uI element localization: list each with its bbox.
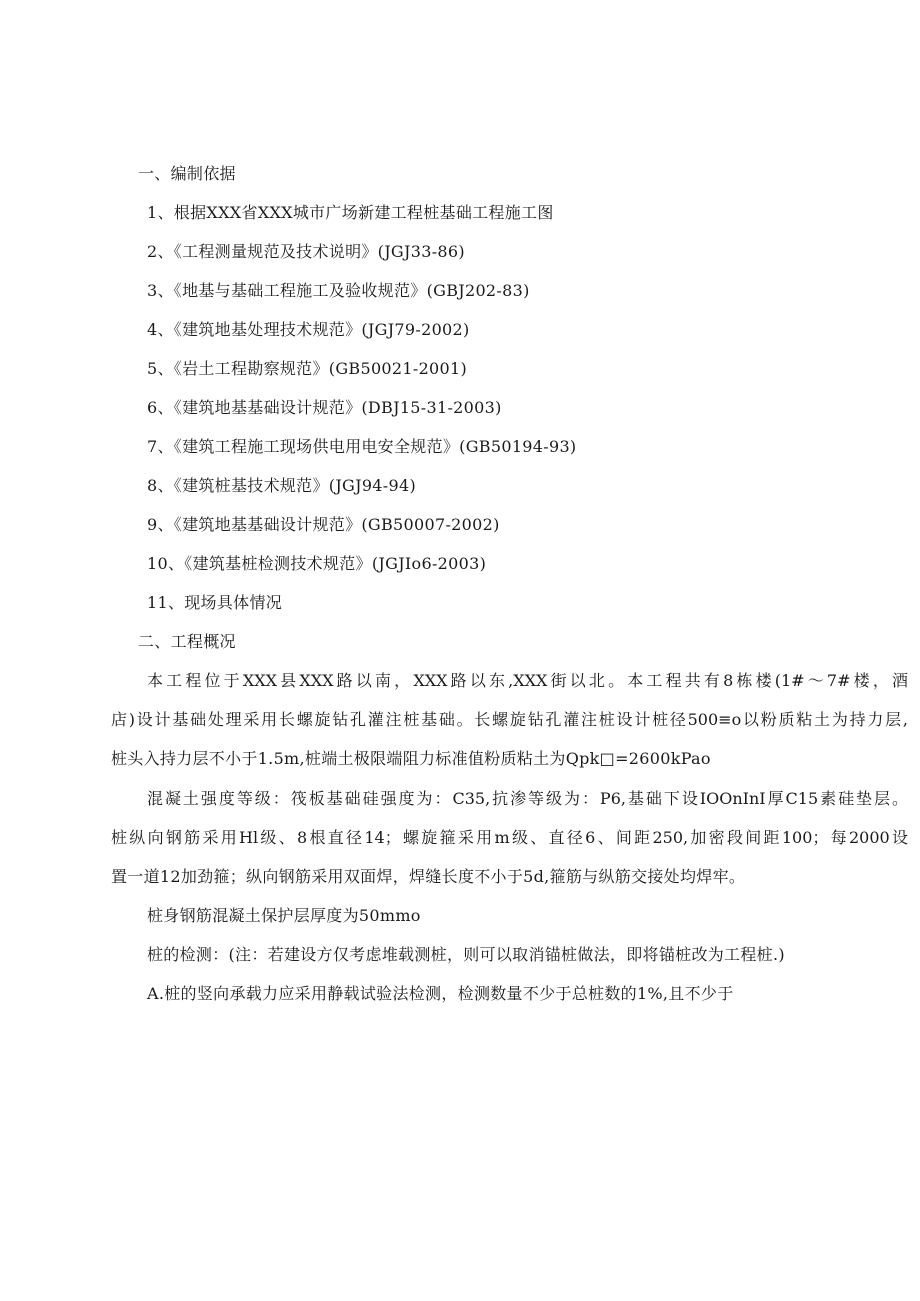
overview-para2-line3: 置一道12加劲箍；纵向钢筋采用双面焊，焊缝长度不小于5d,箍筋与纵筋交接处均焊牢。 <box>111 867 746 886</box>
basis-item-2: 2、《工程测量规范及技术说明》(JGJ33-86) <box>147 242 465 261</box>
basis-item-4: 4、《建筑地基处理技术规范》(JGJ79-2002) <box>147 320 470 339</box>
basis-item-11: 11、现场具体情况 <box>147 593 283 612</box>
basis-item-9: 9、《建筑地基基础设计规范》(GB50007-2002) <box>147 515 500 534</box>
basis-item-6: 6、《建筑地基基础设计规范》(DBJ15-31-2003) <box>147 398 502 417</box>
basis-item-10: 10、《建筑基桩检测技术规范》(JGJIo6-2003) <box>147 554 487 573</box>
overview-para2-line1: 混凝土强度等级：筏板基础硅强度为：C35,抗渗等级为：P6,基础下设IOOnInI厚C15素硅垫层。 <box>147 789 908 808</box>
overview-para1-line2: 店)设计基础处理采用长螺旋钻孔灌注桩基础。长螺旋钻孔灌注桩设计桩径500≡o以粉质粘土为持力层, <box>111 710 908 729</box>
basis-item-3: 3、《地基与基础工程施工及验收规范》(GBJ202-83) <box>147 281 530 300</box>
section2-heading: 二、工程概况 <box>138 632 236 651</box>
basis-item-1: 1、根据XXX省XXX城市广场新建工程桩基础工程施工图 <box>147 203 554 222</box>
basis-item-5: 5、《岩土工程勘察规范》(GB50021-2001) <box>147 359 468 378</box>
overview-para4: 桩的检测：(注：若建设方仅考虑堆载测桩，则可以取消锚桩做法，即将锚桩改为工程桩.) <box>147 945 785 964</box>
overview-para1-line3: 桩头入持力层不小于1.5m,桩端土极限端阻力标准值粉质粘土为Qpk□=2600kPao <box>111 749 711 768</box>
overview-para5: A.桩的竖向承载力应采用静载试验法检测，检测数量不少于总桩数的1%,且不少于 <box>147 984 734 1003</box>
basis-item-7: 7、《建筑工程施工现场供电用电安全规范》(GB50194-93) <box>147 437 577 456</box>
section1-heading: 一、编制依据 <box>138 164 236 183</box>
overview-para3: 桩身钢筋混凝土保护层厚度为50mmo <box>147 906 421 925</box>
overview-para2-line2: 桩纵向钢筋采用Hl级、8根直径14；螺旋箍采用m级、直径6、间距250,加密段间距100；每2000设 <box>111 828 908 847</box>
basis-item-8: 8、《建筑桩基技术规范》(JGJ94-94) <box>147 476 416 495</box>
overview-para1-line1: 本工程位于XXX县XXX路以南，XXX路以东,XXX街以北。本工程共有8栋楼(1#～7#楼，酒 <box>147 671 908 690</box>
